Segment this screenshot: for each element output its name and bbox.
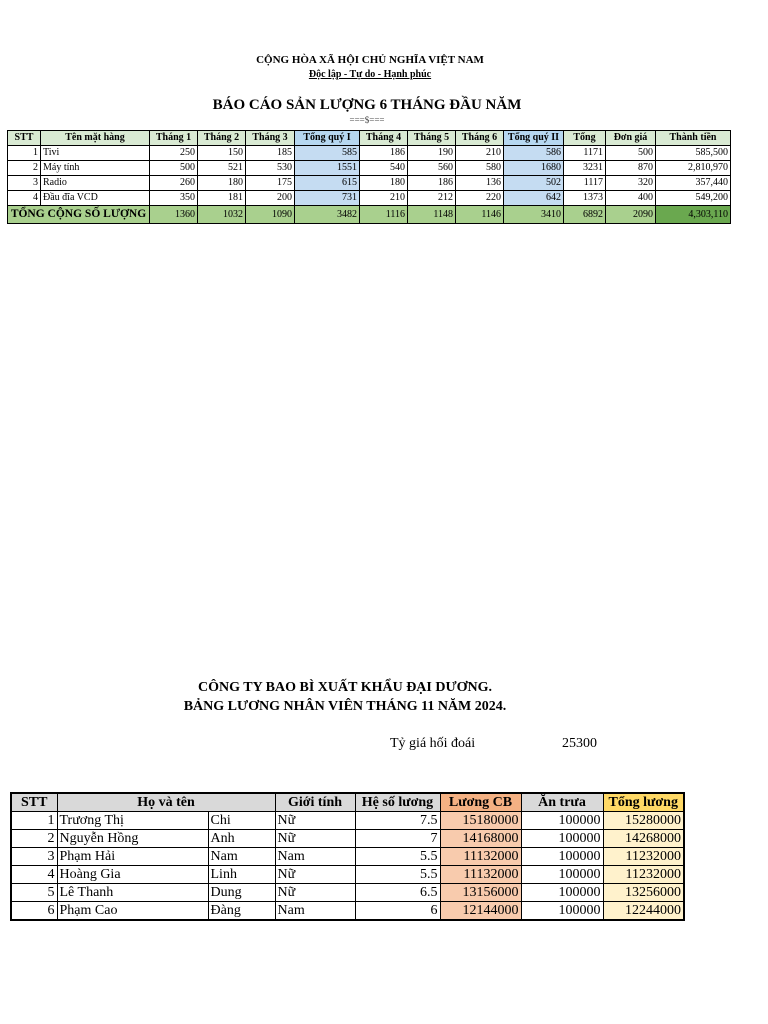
cell-q2-total[interactable]: 502 [504, 176, 564, 191]
cell-lunch[interactable]: 100000 [521, 866, 603, 884]
exchange-rate-label: Tỷ giá hối đoái [390, 736, 476, 751]
payroll-header-row [11, 793, 684, 812]
cell-month-4[interactable]: 540 [360, 161, 408, 176]
cell-month-4[interactable]: 186 [360, 146, 408, 161]
cell-amount[interactable]: 357,440 [656, 176, 731, 191]
cell-stt[interactable]: 2 [11, 830, 57, 848]
cell-lunch[interactable]: 100000 [521, 812, 603, 830]
cell-month-6[interactable]: 220 [456, 191, 504, 206]
cell-item-name[interactable]: Máy tính [41, 161, 150, 176]
total-month-6[interactable]: 1146 [456, 206, 504, 224]
cell-month-1[interactable]: 260 [150, 176, 198, 191]
col-q1-total[interactable]: Tổng quý I [295, 131, 360, 146]
cell-gender[interactable]: Nữ [275, 812, 355, 830]
cell-month-5[interactable]: 190 [408, 146, 456, 161]
cell-total[interactable]: 1171 [564, 146, 606, 161]
production-table [7, 130, 731, 224]
cell-given-name[interactable]: Chi [208, 812, 275, 830]
cell-surname[interactable]: Nguyễn Hồng [57, 830, 208, 848]
motto-text: Độc lập - Tự do - Hạnh phúc [308, 69, 432, 80]
cell-month-1[interactable]: 250 [150, 146, 198, 161]
payroll-row [11, 902, 684, 921]
cell-salary-coefficient[interactable]: 5.5 [355, 866, 440, 884]
cell-q1-total[interactable]: 585 [295, 146, 360, 161]
total-label[interactable]: TỔNG CỘNG SỐ LƯỢNG [8, 206, 150, 224]
payroll-table [10, 792, 685, 921]
total-all[interactable]: 6892 [564, 206, 606, 224]
col-full-name[interactable]: Họ và tên [57, 793, 275, 812]
col-stt[interactable]: STT [8, 131, 41, 146]
total-q1[interactable]: 3482 [295, 206, 360, 224]
cell-month-5[interactable]: 212 [408, 191, 456, 206]
cell-stt[interactable]: 1 [8, 146, 41, 161]
cell-salary-coefficient[interactable]: 6 [355, 902, 440, 921]
total-month-2[interactable]: 1032 [198, 206, 246, 224]
cell-q1-total[interactable]: 615 [295, 176, 360, 191]
cell-base-salary[interactable]: 14168000 [440, 830, 521, 848]
cell-total-salary[interactable]: 11232000 [603, 848, 684, 866]
cell-amount[interactable]: 585,500 [656, 146, 731, 161]
title-separator: ===$=== [349, 115, 385, 125]
total-month-1[interactable]: 1360 [150, 206, 198, 224]
cell-total-salary[interactable]: 11232000 [603, 866, 684, 884]
cell-month-2[interactable]: 150 [198, 146, 246, 161]
cell-month-6[interactable]: 136 [456, 176, 504, 191]
cell-given-name[interactable]: Linh [208, 866, 275, 884]
cell-base-salary[interactable]: 13156000 [440, 884, 521, 902]
cell-lunch[interactable]: 100000 [521, 884, 603, 902]
cell-gender[interactable]: Nam [275, 902, 355, 921]
col-total[interactable]: Tổng [564, 131, 606, 146]
cell-total[interactable]: 3231 [564, 161, 606, 176]
cell-stt[interactable]: 1 [11, 812, 57, 830]
col-item-name[interactable]: Tên mặt hàng [41, 131, 150, 146]
cell-total[interactable]: 1117 [564, 176, 606, 191]
cell-lunch[interactable]: 100000 [521, 848, 603, 866]
col-amount[interactable]: Thành tiền [656, 131, 731, 146]
cell-total-salary[interactable]: 14268000 [603, 830, 684, 848]
col-salary-coefficient[interactable]: Hệ số lương [355, 793, 440, 812]
payroll-row [11, 866, 684, 884]
col-lunch[interactable]: Ăn trưa [521, 793, 603, 812]
cell-lunch[interactable]: 100000 [521, 902, 603, 921]
cell-stt[interactable]: 2 [8, 161, 41, 176]
cell-item-name[interactable]: Radio [41, 176, 150, 191]
cell-gender[interactable]: Nữ [275, 866, 355, 884]
cell-month-3[interactable]: 530 [246, 161, 295, 176]
cell-month-2[interactable]: 181 [198, 191, 246, 206]
total-month-4[interactable]: 1116 [360, 206, 408, 224]
col-month-6[interactable]: Tháng 6 [456, 131, 504, 146]
cell-stt[interactable]: 5 [11, 884, 57, 902]
col-month-2[interactable]: Tháng 2 [198, 131, 246, 146]
cell-unit-price[interactable]: 400 [606, 191, 656, 206]
cell-base-salary[interactable]: 12144000 [440, 902, 521, 921]
cell-surname[interactable]: Lê Thanh [57, 884, 208, 902]
cell-base-salary[interactable]: 15180000 [440, 812, 521, 830]
cell-month-1[interactable]: 350 [150, 191, 198, 206]
total-month-5[interactable]: 1148 [408, 206, 456, 224]
cell-q1-total[interactable]: 731 [295, 191, 360, 206]
payroll-row [11, 848, 684, 866]
cell-amount[interactable]: 549,200 [656, 191, 731, 206]
total-unit-price[interactable]: 2090 [606, 206, 656, 224]
total-month-3[interactable]: 1090 [246, 206, 295, 224]
cell-unit-price[interactable]: 870 [606, 161, 656, 176]
cell-surname[interactable]: Phạm Cao [57, 902, 208, 921]
total-amount[interactable]: 4,303,110 [656, 206, 731, 224]
national-motto [0, 69, 740, 80]
cell-month-6[interactable]: 580 [456, 161, 504, 176]
col-month-5[interactable]: Tháng 5 [408, 131, 456, 146]
production-row [8, 146, 731, 161]
cell-stt[interactable]: 4 [11, 866, 57, 884]
production-row [8, 161, 731, 176]
cell-stt[interactable]: 3 [11, 848, 57, 866]
cell-stt[interactable]: 6 [11, 902, 57, 921]
cell-item-name[interactable]: Tivi [41, 146, 150, 161]
cell-salary-coefficient[interactable]: 7.5 [355, 812, 440, 830]
cell-q2-total[interactable]: 1680 [504, 161, 564, 176]
col-month-4[interactable]: Tháng 4 [360, 131, 408, 146]
cell-surname[interactable]: Phạm Hải [57, 848, 208, 866]
cell-stt[interactable]: 3 [8, 176, 41, 191]
total-q2[interactable]: 3410 [504, 206, 564, 224]
cell-total-salary[interactable]: 15280000 [603, 812, 684, 830]
col-base-salary[interactable]: Lương CB [440, 793, 521, 812]
cell-given-name[interactable]: Dung [208, 884, 275, 902]
cell-base-salary[interactable]: 11132000 [440, 866, 521, 884]
cell-unit-price[interactable]: 500 [606, 146, 656, 161]
cell-month-1[interactable]: 500 [150, 161, 198, 176]
production-row [8, 176, 731, 191]
cell-gender[interactable]: Nam [275, 848, 355, 866]
cell-surname[interactable]: Trương Thị [57, 812, 208, 830]
col-month-3[interactable]: Tháng 3 [246, 131, 295, 146]
cell-month-2[interactable]: 180 [198, 176, 246, 191]
col-month-1[interactable]: Tháng 1 [150, 131, 198, 146]
cell-amount[interactable]: 2,810,970 [656, 161, 731, 176]
cell-q1-total[interactable]: 1551 [295, 161, 360, 176]
cell-base-salary[interactable]: 11132000 [440, 848, 521, 866]
production-total-row [8, 206, 731, 224]
cell-gender[interactable]: Nữ [275, 830, 355, 848]
cell-month-5[interactable]: 560 [408, 161, 456, 176]
cell-month-5[interactable]: 186 [408, 176, 456, 191]
cell-total-salary[interactable]: 13256000 [603, 884, 684, 902]
col-q2-total[interactable]: Tổng quý II [504, 131, 564, 146]
cell-given-name[interactable]: Anh [208, 830, 275, 848]
col-unit-price[interactable]: Đơn giá [606, 131, 656, 146]
production-row [8, 191, 731, 206]
cell-month-4[interactable]: 210 [360, 191, 408, 206]
cell-month-3[interactable]: 200 [246, 191, 295, 206]
cell-given-name[interactable]: Đàng [208, 902, 275, 921]
cell-month-6[interactable]: 210 [456, 146, 504, 161]
cell-lunch[interactable]: 100000 [521, 830, 603, 848]
company-name: CÔNG TY BAO BÌ XUẤT KHẨU ĐẠI DƯƠNG. [197, 680, 493, 695]
cell-total-salary[interactable]: 12244000 [603, 902, 684, 921]
cell-month-3[interactable]: 175 [246, 176, 295, 191]
cell-month-3[interactable]: 185 [246, 146, 295, 161]
cell-q2-total[interactable]: 642 [504, 191, 564, 206]
col-gender[interactable]: Giới tính [275, 793, 355, 812]
cell-item-name[interactable]: Đầu đĩa VCD [41, 191, 150, 206]
cell-salary-coefficient[interactable]: 6.5 [355, 884, 440, 902]
cell-salary-coefficient[interactable]: 7 [355, 830, 440, 848]
col-stt[interactable]: STT [11, 793, 57, 812]
cell-stt[interactable]: 4 [8, 191, 41, 206]
report-title: BÁO CÁO SẢN LƯỢNG 6 THÁNG ĐẦU NĂM [212, 97, 522, 113]
cell-total[interactable]: 1373 [564, 191, 606, 206]
cell-unit-price[interactable]: 320 [606, 176, 656, 191]
payroll-title: BẢNG LƯƠNG NHÂN VIÊN THÁNG 11 NĂM 2024. [183, 699, 507, 714]
production-header-row [8, 131, 731, 146]
cell-month-2[interactable]: 521 [198, 161, 246, 176]
payroll-row [11, 884, 684, 902]
payroll-row [11, 812, 684, 830]
col-total-salary[interactable]: Tổng lương [603, 793, 684, 812]
cell-gender[interactable]: Nữ [275, 884, 355, 902]
exchange-rate-value[interactable]: 25300 [562, 736, 597, 751]
cell-given-name[interactable]: Nam [208, 848, 275, 866]
cell-surname[interactable]: Hoàng Gia [57, 866, 208, 884]
cell-month-4[interactable]: 180 [360, 176, 408, 191]
cell-salary-coefficient[interactable]: 5.5 [355, 848, 440, 866]
national-heading: CỘNG HÒA XÃ HỘI CHỦ NGHĨA VIỆT NAM [256, 54, 484, 66]
payroll-row [11, 830, 684, 848]
cell-q2-total[interactable]: 586 [504, 146, 564, 161]
